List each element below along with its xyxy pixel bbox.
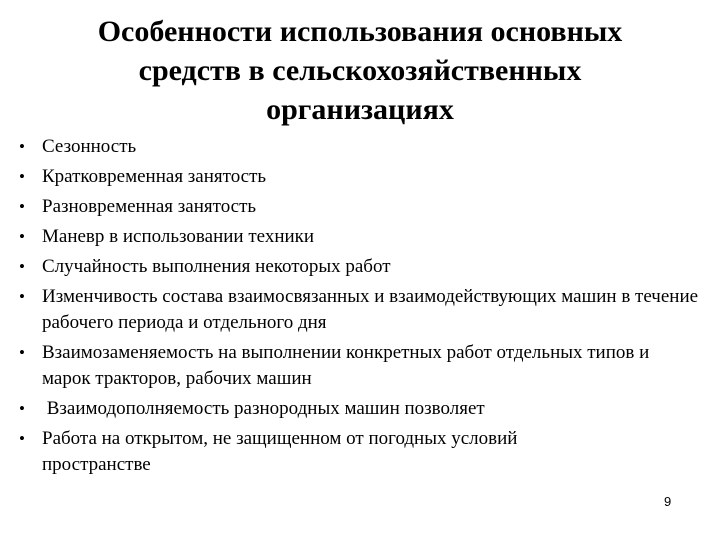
bullet-icon: • bbox=[19, 399, 25, 418]
list-item-text: Маневр в использовании техники bbox=[42, 226, 315, 247]
bullet-icon: • bbox=[19, 137, 25, 156]
list-item bbox=[0, 394, 700, 424]
list-item-text: Разновременная занятость bbox=[42, 196, 257, 217]
list-item bbox=[0, 338, 700, 394]
list-item-text: Взаимозаменяемость на выполнении конкретных работ отдельных типов и марок тракторов, рабочих машин bbox=[42, 342, 650, 389]
list-item bbox=[0, 222, 700, 252]
list-item-text: Работа на открытом, не защищенном от погодных условий пространстве bbox=[42, 428, 518, 475]
bullet-icon: • bbox=[19, 257, 25, 276]
slide-title: Особенности использования основных средств в сельскохозяйственных организациях bbox=[97, 15, 623, 126]
list-item bbox=[0, 132, 700, 162]
list-item bbox=[0, 192, 700, 222]
list-item-text: Сезонность bbox=[42, 136, 137, 157]
list-item-text: Кратковременная занятость bbox=[42, 166, 267, 187]
bullet-icon: • bbox=[19, 227, 25, 246]
bullet-list bbox=[0, 132, 700, 480]
bullet-icon: • bbox=[19, 429, 25, 448]
bullet-icon: • bbox=[19, 287, 25, 306]
bullet-icon: • bbox=[19, 167, 25, 186]
list-item-text: Изменчивость состава взаимосвязанных и взаимодействующих машин в течение рабочего периода и отдельного дня bbox=[42, 286, 699, 333]
list-item bbox=[0, 162, 700, 192]
bullet-icon: • bbox=[19, 197, 25, 216]
list-item-text: Случайность выполнения некоторых работ bbox=[42, 256, 391, 277]
list-item bbox=[0, 282, 700, 338]
bullet-icon: • bbox=[19, 343, 25, 362]
list-item bbox=[0, 424, 700, 480]
page-number: 9 bbox=[664, 494, 672, 509]
list-item-text: Взаимодополняемость разнородных машин позволяет bbox=[42, 398, 485, 419]
list-item bbox=[0, 252, 700, 282]
